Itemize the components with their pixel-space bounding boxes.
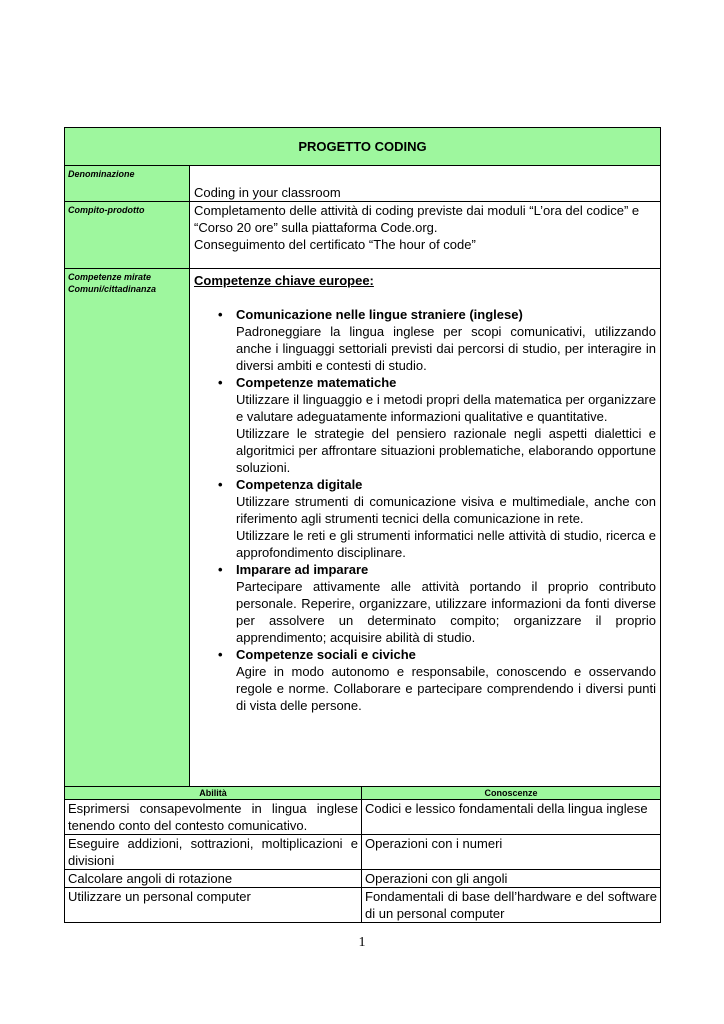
competence-name: Competenze matematiche — [236, 375, 397, 390]
conoscenze-header: Conoscenze — [362, 787, 661, 800]
competenze-label — [65, 269, 190, 787]
bullet-icon: • — [218, 375, 223, 390]
competence-name: Imparare ad imparare — [236, 562, 369, 577]
competenze-heading: Competenze chiave europee: — [194, 273, 374, 288]
denominazione-value: Coding in your classroom — [190, 166, 661, 202]
competence-name: Competenza digitale — [236, 477, 363, 492]
compito-prodotto-line: Conseguimento del certificato “The hour of code” — [194, 237, 476, 252]
abilita-cell: Esprimersi consapevolmente in lingua inglese tenendo conto del contesto comunicativo. — [65, 800, 362, 835]
competence-description: Agire in modo autonomo e responsabile, conoscendo e osservando regole e norme. Collaborare e partecipare comprendendo i diversi punti di vista delle persone. — [236, 664, 656, 713]
competence-description: Utilizzare le strategie del pensiero razionale negli aspetti dialettici e algoritmici per affrontare situazioni problematiche, elaborando opportune soluzioni. — [236, 426, 656, 475]
page-number: 1 — [358, 935, 366, 950]
competence-description: Partecipare attivamente alle attività portando il proprio contributo personale. Reperire, organizzare, utilizzare informazioni da fonti diverse per assolvere un determinato compito; organizzare il proprio apprendimento; acquisire abilità di studio. — [236, 579, 656, 645]
competence-item — [194, 561, 656, 646]
competence-description: Utilizzare il linguaggio e i metodi propri della matematica per organizzare e valutare adeguatamente informazioni qualitative e quantitative. — [236, 392, 656, 424]
compito-prodotto-label: Compito-prodotto — [65, 202, 190, 269]
table-row — [65, 800, 661, 835]
compito-prodotto-line: Completamento delle attività di coding previste dai moduli “L’ora del codice” e “Corso 20 ore” sulla piattaforma Code.org. — [194, 203, 640, 235]
competence-item — [194, 374, 656, 476]
bullet-icon: • — [218, 647, 223, 662]
bullet-icon: • — [218, 307, 223, 322]
competence-description: Utilizzare strumenti di comunicazione visiva e multimediale, anche con riferimento agli strumenti tecnici della comunicazione in rete. — [236, 494, 656, 526]
competence-item — [194, 646, 656, 714]
project-table — [64, 127, 661, 923]
competenze-label-line: Competenze mirate — [68, 272, 152, 282]
bullet-icon: • — [218, 562, 223, 577]
compito-prodotto-value — [190, 202, 661, 269]
conoscenze-cell: Fondamentali di base dell’hardware e del software di un personal computer — [362, 888, 661, 923]
competenze-content — [190, 269, 661, 787]
table-row — [65, 870, 661, 888]
project-title: PROGETTO CODING — [65, 128, 661, 166]
competence-description: Padroneggiare la lingua inglese per scopi comunicativi, utilizzando anche i linguaggi settoriali previsti dai percorsi di studio, per interagire in diversi ambiti e contesti di studio. — [236, 324, 656, 373]
competence-name: Competenze sociali e civiche — [236, 647, 416, 662]
competence-item — [194, 306, 656, 374]
abilita-header: Abilità — [65, 787, 362, 800]
conoscenze-cell: Operazioni con i numeri — [362, 835, 661, 870]
competence-item — [194, 476, 656, 561]
table-row — [65, 835, 661, 870]
competence-name: Comunicazione nelle lingue straniere (inglese) — [236, 307, 523, 322]
abilita-cell: Calcolare angoli di rotazione — [65, 870, 362, 888]
conoscenze-cell: Codici e lessico fondamentali della lingua inglese — [362, 800, 661, 835]
bullet-icon: • — [218, 477, 223, 492]
competence-description: Utilizzare le reti e gli strumenti informatici nelle attività di studio, ricerca e approfondimento disciplinare. — [236, 528, 656, 560]
abilita-cell: Eseguire addizioni, sottrazioni, moltiplicazioni e divisioni — [65, 835, 362, 870]
conoscenze-cell: Operazioni con gli angoli — [362, 870, 661, 888]
abilita-cell: Utilizzare un personal computer — [65, 888, 362, 923]
denominazione-label: Denominazione — [65, 166, 190, 202]
table-row — [65, 888, 661, 923]
competenze-label-line: Comuni/cittadinanza — [68, 284, 157, 294]
